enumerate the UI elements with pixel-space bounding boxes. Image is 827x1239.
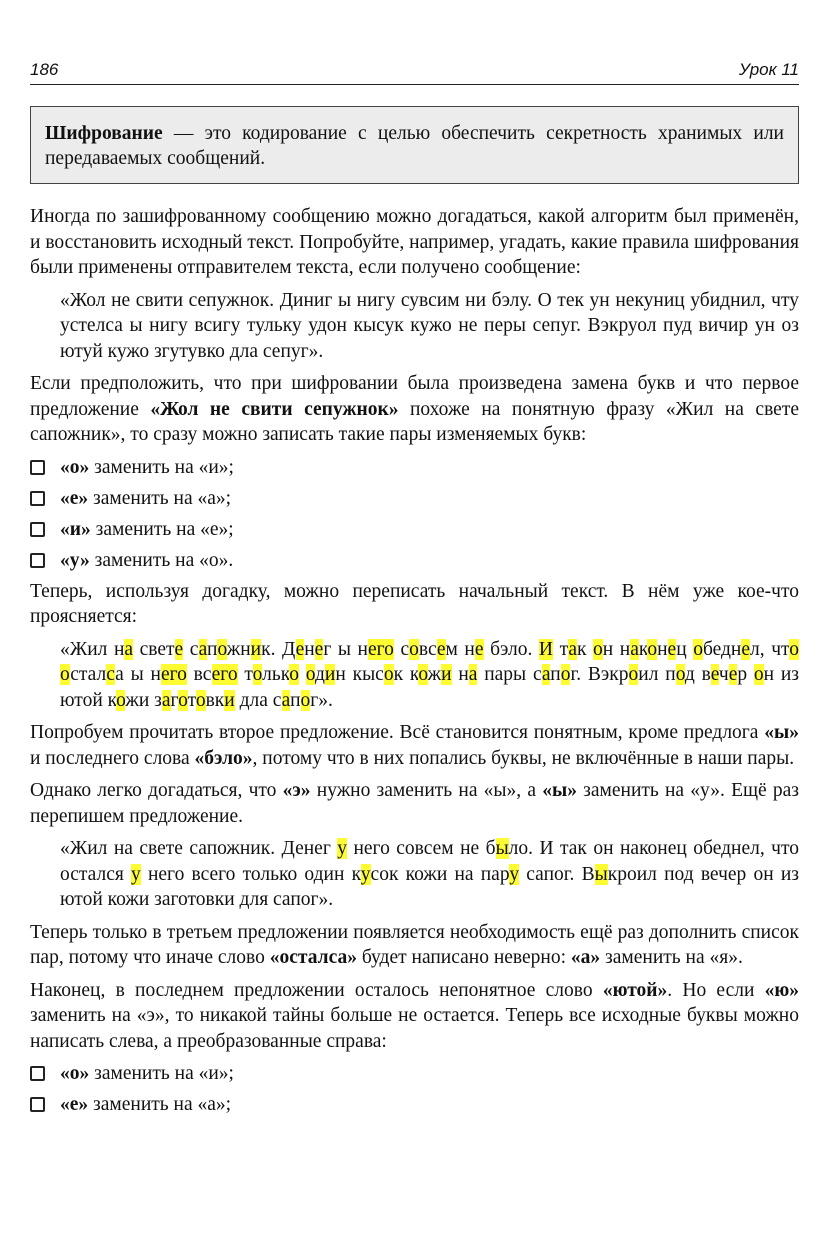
definition-box: [30, 106, 799, 184]
page-header: [30, 58, 799, 85]
page-body: [30, 204, 799, 1123]
checkbox-icon: [30, 1066, 45, 1081]
lesson-title: Урок 11: [739, 60, 799, 79]
checkbox-icon: [30, 522, 45, 537]
list-item: «е» заменить на «а»;: [30, 486, 799, 511]
decoded-message-step2: «Жил на свете сапожник. Денег у него совсем не было. И так он наконец обеднел, что остался у него всего только один кусок кожи на пару сапог. Выкроил под вечер он из ютой кожи заготовки для сапог».: [60, 838, 799, 910]
checkbox-icon: [30, 553, 45, 568]
paragraph-assumption: Если предположить, что при шифровании была произведена замена букв и что первое предложение «Жол не свити сепужнок» похоже на понятную фразу «Жил на свете сапожник», то сразу можно записать такие пары изменяемых букв:: [30, 373, 799, 445]
paragraph-second-sentence: Попробуем прочитать второе предложение. Всё становится понятным, кроме предлога «ы» и последнего слова «бэло», потому что в них попались буквы, не включённые в наши пары.: [30, 722, 799, 769]
paragraph-guess: Однако легко догадаться, что «э» нужно заменить на «ы», а «ы» заменить на «у». Ещё раз перепишем предложение.: [30, 780, 799, 827]
checkbox-icon: [30, 460, 45, 475]
list-item: «о» заменить на «и»;: [30, 1061, 799, 1086]
paragraph-intro: Иногда по зашифрованному сообщению можно догадаться, какой алгоритм был применён, и восстановить исходный текст. Попробуйте, например, угадать, какие правила шифрования были применены отправителем текста, если получено сообщение:: [30, 206, 799, 278]
substitution-list-2: [30, 1061, 799, 1117]
decoded-message-step1: «Жил на свете сапожник. Денег ы него совсем не бэло. И так он наконец обеднел, что осталса ы него всего только один кысок кожи на пары сапог. Вэкроил под вечер он из ютой кожи заготовки дла сапог».: [60, 638, 800, 711]
definition-text: — это кодирование с целью обеспечить секретность хранимых или передаваемых сообщений.: [45, 123, 784, 169]
paragraph-third-sentence: Теперь только в третьем предложении появляется необходимость ещё раз дополнить список пар, потому что иначе слово «осталса» будет написано неверно: «а» заменить на «я».: [30, 921, 799, 968]
paragraph-rewrite: Теперь, используя догадку, можно переписать начальный текст. В нём уже кое-что проясняется:: [30, 580, 799, 627]
encrypted-message: «Жол не свити сепужнок. Диниг ы нигу сувсим ни бэлу. О тек ун некуниц убиднил, чту устелса ы нигу всигу тульку удон кысук кужо не перы сепуг. Вэкруол пуд вичир ун оз ютуй кужо згутувко дла сепуг».: [60, 289, 799, 362]
list-item: «у» заменить на «о».: [30, 548, 799, 573]
definition-term: Шифрование: [45, 123, 163, 144]
list-item: «и» заменить на «е»;: [30, 517, 799, 542]
list-item: «е» заменить на «а»;: [30, 1092, 799, 1117]
checkbox-icon: [30, 491, 45, 506]
checkbox-icon: [30, 1097, 45, 1112]
paragraph-final: Наконец, в последнем предложении осталось непонятное слово «ютой». Но если «ю» заменить на «э», то никакой тайны больше не остается. Теперь все исходные буквы можно написать слева, а преобразованные справа:: [30, 979, 800, 1052]
page-number: 186: [30, 60, 59, 79]
list-item: «о» заменить на «и»;: [30, 455, 799, 480]
substitution-list-1: [30, 455, 799, 573]
